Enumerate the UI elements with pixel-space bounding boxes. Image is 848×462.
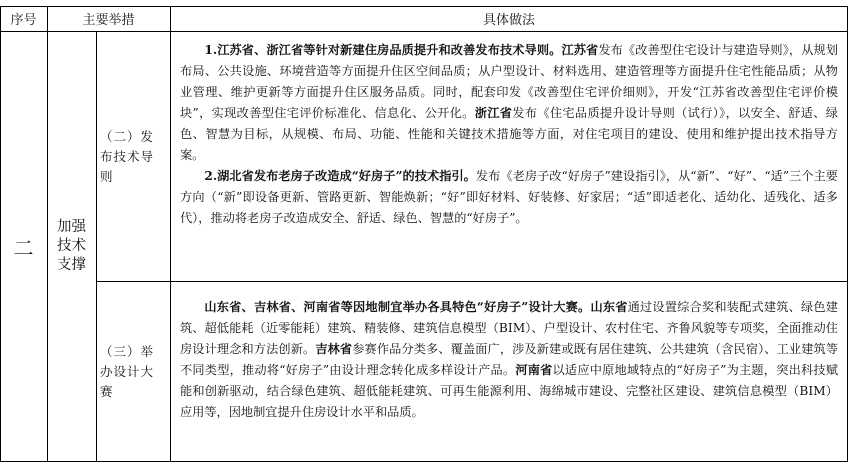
detail-competition [171,297,847,457]
detail-guideline [171,40,847,280]
main-measure-label: 加强技术支撑 [57,219,86,273]
detail-guideline-paragraph-1: 1.江苏省、浙江省等针对新建住房品质提升和改善发布技术导则。江苏省发布《改善型住宅设计与建造导则》，从规划布局、公共设施、环境营造等方面提升住区空间品质；从户型设计、材料选用、建造管理等方面提升住宅性能品质；从物业管理、维护更新等方面提升住区服务品质。同时，配套印发《改善型住宅评价细则》，开发“江苏省改善型住宅评价模块”，实现改善型住宅评价标准化、信息化、公开化。浙江省发布《住宅品质提升设计导则（试行）》，以安全、舒适、绿色、智慧为目标，从规模、布局、功能、性能和关键技术措施等方面，对住宅项目的建设、使用和维护提出技术指导方案。 [180,43,838,162]
sub-measure-competition-label: （三）举办设计大赛 [100,343,155,399]
row-number: 二 [13,236,34,260]
sub-measure-guideline-label: （二）发布技术导则 [100,128,155,184]
sub-measure-competition [96,282,170,461]
detail-guideline-paragraph-2: 2.湖北省发布老房子改造成“好房子”的技术指引。发布《老房子改“好房子”建设指引》，从“新”、“好”、“适”三个主要方向（“新”即设备更新、管路更新、智能焕新；“好”即好材料、好装修、好家居；“适”即适老化、适幼化、适残化、适多代），推动将老房子改造成安全、舒适、绿色、智慧的“好房子”。 [180,169,838,225]
header-detail: 具体做法 [482,13,535,28]
sub-measure-guideline [96,32,170,281]
header-measure: 主要举措 [82,13,135,28]
row-divider [96,281,848,282]
detail-competition-paragraph: 山东省、吉林省、河南省等因地制宜举办各具特色“好房子”设计大赛。山东省通过设置综合奖和装配式建筑、绿色建筑、超低能耗（近零能耗）建筑、精装修、建筑信息模型（BIM）、户型设计、农村住宅、齐鲁风貌等专项奖，全面推动住房设计理念和方法创新。吉林省参赛作品分类多、覆盖面广，涉及新建或既有居住建筑、公共建筑（含民宿）、工业建筑等不同类型，推动将“好房子”由设计理念转化成多样设计产品。河南省以适应中原地域特点的“好房子”为主题，突出科技赋能和创新驱动，结合绿色建筑、超低能耗建筑、可再生能源利用、海绵城市建设、完整社区建设、建筑信息模型（BIM）应用等，因地制宜提升住房设计水平和品质。 [180,300,839,419]
main-measure [47,32,96,461]
header-no: 序号 [10,13,37,28]
